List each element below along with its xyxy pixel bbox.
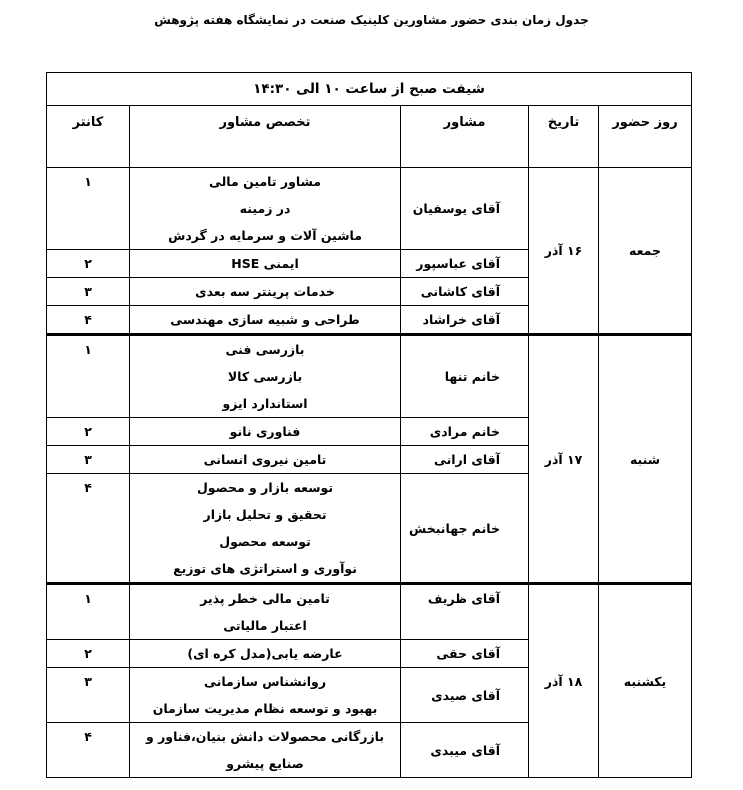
counter-cell: ۲ xyxy=(47,640,130,668)
counter-cell: ۱ xyxy=(47,168,130,250)
specialty-line: خدمات پرینتر سه بعدی xyxy=(195,284,335,299)
counter-cell: ۲ xyxy=(47,250,130,278)
header-counter: کانتر xyxy=(47,106,130,168)
specialty-line: در زمینه xyxy=(239,201,291,216)
specialty-cell xyxy=(130,584,401,640)
counter-cell: ۱ xyxy=(47,584,130,640)
column-header-row xyxy=(47,106,692,168)
header-date: تاریخ xyxy=(529,106,599,168)
specialty-line: صنایع پیشرو xyxy=(226,756,304,771)
counter-cell: ۳ xyxy=(47,668,130,723)
date-cell: ۱۸ آذر xyxy=(529,584,599,778)
specialty-line: مشاور تامین مالی xyxy=(208,174,322,189)
specialty-line: روانشناس سازمانی xyxy=(204,674,327,689)
date-cell: ۱۶ آذر xyxy=(529,168,599,335)
specialty-line: عارضه یابی(مدل کره ای) xyxy=(187,646,343,661)
advisor-cell: آقای کاشانی xyxy=(401,278,529,306)
advisor-cell: آقای ارانی xyxy=(401,446,529,474)
day-cell: یکشنبه xyxy=(599,584,692,778)
specialty-line: بازرگانی محصولات دانش بنیان،فناور و xyxy=(145,729,385,744)
counter-cell: ۱ xyxy=(47,335,130,418)
specialty-line: طراحی و شبیه سازی مهندسی xyxy=(170,312,360,327)
advisor-cell: آقای ظریف xyxy=(401,584,529,640)
header-advisor: مشاور xyxy=(401,106,529,168)
specialty-cell xyxy=(130,474,401,584)
specialty-line: فناوری نانو xyxy=(229,424,301,439)
specialty-cell xyxy=(130,668,401,723)
advisor-cell: خانم جهانبخش xyxy=(401,474,529,584)
table-row xyxy=(47,168,692,250)
header-day: روز حضور xyxy=(599,106,692,168)
specialty-cell xyxy=(130,278,401,306)
table-row xyxy=(47,335,692,418)
advisor-cell: آقای عباسپور xyxy=(401,250,529,278)
document-title: جدول زمان بندی حضور مشاورین کلینیک صنعت در نمایشگاه هفته پژوهش xyxy=(154,13,589,27)
specialty-cell xyxy=(130,418,401,446)
specialty-cell xyxy=(130,168,401,250)
specialty-line: توسعه بازار و محصول xyxy=(196,480,334,495)
specialty-line: تحقیق و تحلیل بازار xyxy=(203,507,327,522)
shift-header: شیفت صبح از ساعت ۱۰ الی ۱۴:۳۰ xyxy=(47,73,692,106)
specialty-line: توسعه محصول xyxy=(219,534,311,549)
specialty-line: بازرسی فنی xyxy=(225,342,305,357)
advisor-cell: آقای حقی xyxy=(401,640,529,668)
specialty-line: استاندارد ایزو xyxy=(222,396,308,411)
advisor-cell: خانم تنها xyxy=(401,335,529,418)
specialty-cell xyxy=(130,250,401,278)
specialty-line: بهبود و توسعه نظام مدیریت سازمان xyxy=(152,701,378,716)
specialty-line: بازرسی کالا xyxy=(227,369,303,384)
specialty-line: ایمنی HSE xyxy=(231,256,299,271)
specialty-line: اعتبار مالیاتی xyxy=(223,618,307,633)
counter-cell: ۳ xyxy=(47,446,130,474)
header-specialty: تخصص مشاور xyxy=(130,106,401,168)
counter-cell: ۴ xyxy=(47,474,130,584)
date-cell: ۱۷ آذر xyxy=(529,335,599,584)
counter-cell: ۲ xyxy=(47,418,130,446)
advisor-cell: خانم مرادی xyxy=(401,418,529,446)
specialty-cell xyxy=(130,306,401,335)
table-row xyxy=(47,584,692,640)
counter-cell: ۴ xyxy=(47,723,130,778)
day-cell: جمعه xyxy=(599,168,692,335)
counter-cell: ۴ xyxy=(47,306,130,335)
specialty-line: تامین نیروی انسانی xyxy=(203,452,327,467)
specialty-cell xyxy=(130,446,401,474)
advisor-cell: آقای میبدی xyxy=(401,723,529,778)
day-cell: شنبه xyxy=(599,335,692,584)
specialty-cell xyxy=(130,723,401,778)
advisor-cell: آقای صیدی xyxy=(401,668,529,723)
counter-cell: ۳ xyxy=(47,278,130,306)
specialty-line: نوآوری و استراتژی های توزیع xyxy=(173,561,357,576)
specialty-line: ماشین آلات و سرمایه در گردش xyxy=(168,228,362,243)
specialty-cell xyxy=(130,640,401,668)
advisor-cell: آقای خراشاد xyxy=(401,306,529,335)
schedule-table xyxy=(46,72,692,778)
specialty-cell xyxy=(130,335,401,418)
advisor-cell: آقای یوسفیان xyxy=(401,168,529,250)
specialty-line: تامین مالی خطر پذیر xyxy=(200,591,330,606)
